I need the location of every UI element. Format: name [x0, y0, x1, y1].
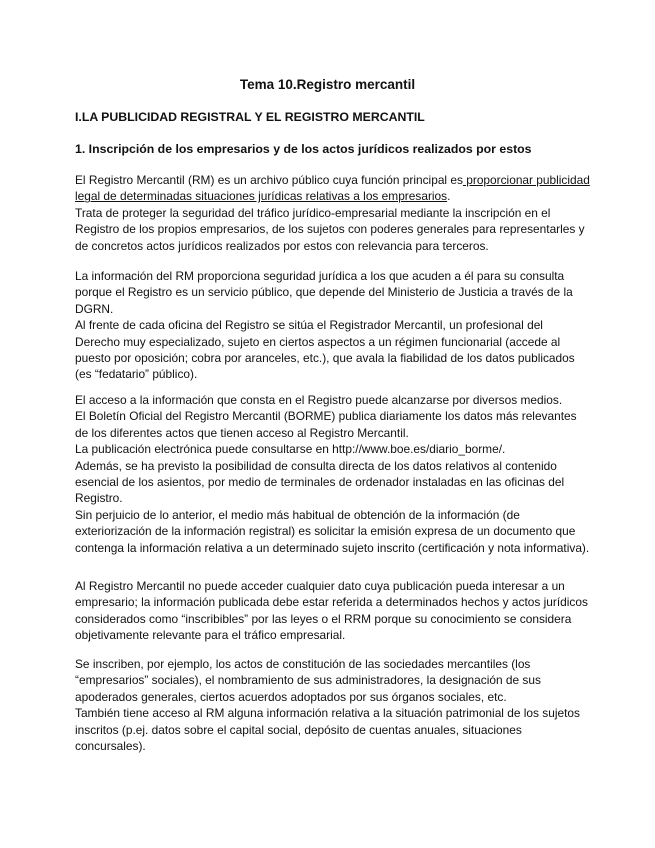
paragraph: Se inscriben, por ejemplo, los actos de constitución de las sociedades mercantiles (los “empresarios” sociales), el nombramiento de sus administradores, la designación de sus apoderados generales, ciertos acuerdos adoptados por sus órganos sociales, etc.	[75, 657, 541, 704]
paragraph-text: El Registro Mercantil (RM) es un archivo público cuya función principal es	[75, 173, 463, 187]
paragraph: Sin perjuicio de lo anterior, el medio más habitual de obtención de la información (de exteriorización de la información registral) es solicitar la emisión expresa de un documento que contenga la información relativa a un determinado sujeto inscrito (certificación y nota informativa).	[75, 507, 590, 555]
paragraph: Trata de proteger la seguridad del tráfico jurídico-empresarial mediante la inscripción en el Registro de los propios empresarios, de los sujetos con poderes generales para representarles y de concretos actos jurídicos realizados por estos con relevancia para terceros.	[75, 205, 585, 253]
paragraph: Además, se ha previsto la posibilidad de consulta directa de los datos relativos al contenido esencial de los asientos, por medio de terminales de ordenador instaladas en las oficinas del Registro.	[75, 458, 565, 506]
paragraph: El acceso a la información que consta en el Registro puede alcanzarse por diversos medios.	[75, 393, 563, 407]
underlined-text: proporcionar publicidad legal de determinadas situaciones jurídicas relativas a los empresarios	[75, 173, 590, 204]
paragraph: La información del RM proporciona seguridad jurídica a los que acuden a él para su consulta porque el Registro es un servicio público, que depende del Ministerio de Justicia a través de la DGRN.	[75, 269, 573, 316]
paragraph-block-2	[75, 268, 590, 383]
paragraph-block-4	[75, 578, 590, 644]
paragraph: El Boletín Oficial del Registro Mercantil (BORME) publica diariamente los datos más relevantes de los diferentes actos que tienen acceso al Registro Mercantil.	[75, 409, 577, 440]
paragraph	[75, 172, 590, 205]
subsection-heading: 1. Inscripción de los empresarios y de los actos jurídicos realizados por estos	[75, 142, 532, 156]
paragraph: La publicación electrónica puede consultarse en http://www.boe.es/diario_borme/.	[75, 442, 506, 457]
paragraph-block-3	[75, 392, 590, 556]
section-heading: I.LA PUBLICIDAD REGISTRAL Y EL REGISTRO MERCANTIL	[75, 110, 425, 124]
page-title: Tema 10.Registro mercantil	[239, 77, 416, 92]
paragraph: Al frente de cada oficina del Registro se sitúa el Registrador Mercantil, un profesional del Derecho muy especializado, sujeto en ciertos aspectos a un régimen funcionarial (accede al puesto por oposición; cobra por aranceles, etc.), que avala la fiabilidad de los datos publicados (es “fedatario” público).	[75, 318, 575, 382]
paragraph-text: .	[447, 189, 451, 204]
paragraph: También tiene acceso al RM alguna información relativa a la situación patrimonial de los sujetos inscritos (p.ej. datos sobre el capital social, depósito de cuentas anuales, situaciones concursales).	[75, 706, 580, 754]
paragraph: Al Registro Mercantil no puede acceder cualquier dato cuya publicación pueda interesar a un empresario; la información publicada debe estar referida a determinados hechos y actos jurídicos considerados como “inscribibles” por las leyes o el RRM porque su conocimiento se considera objetivamente relevante para el tráfico empresarial.	[75, 579, 588, 643]
paragraph-block-5	[75, 656, 590, 754]
paragraph-block-1	[75, 172, 590, 254]
